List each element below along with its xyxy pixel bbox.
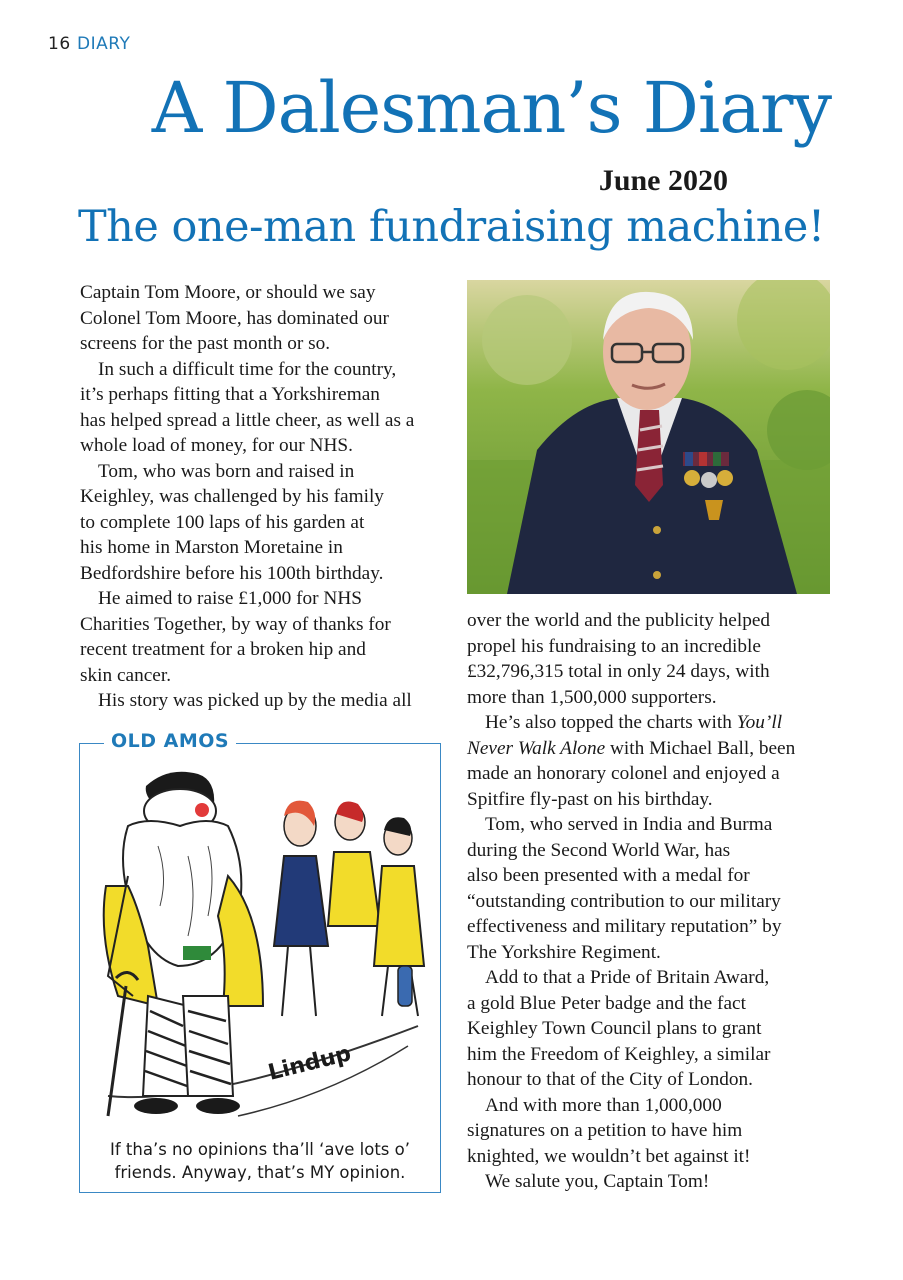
text-line [80, 612, 450, 638]
text-line [467, 659, 847, 685]
text-span: Tom, who served in India and Burma [485, 814, 773, 835]
text-span: Colonel Tom Moore, has dominated our [80, 307, 389, 329]
text-span: with Michael Ball, been [605, 737, 796, 759]
text-line [467, 761, 847, 787]
text-span: His story was picked up by the media all [98, 690, 412, 711]
text-span: recent treatment for a broken hip and [80, 639, 366, 660]
article-headline: The one-man fundraising machine! [78, 202, 825, 252]
cartoonist-signature: Lindup [265, 1041, 354, 1086]
text-line [467, 685, 847, 711]
text-span: He’s also topped the charts with [485, 712, 737, 733]
text-line [467, 1067, 847, 1093]
text-span: Bedfordshire before his 100th birthday. [80, 562, 384, 584]
text-span: his home in Marston Moretaine in [80, 537, 343, 558]
text-span: propel his fundraising to an incredible [467, 635, 761, 657]
text-span: screens for the past month or so. [80, 333, 331, 354]
text-line [467, 787, 847, 813]
text-line [467, 991, 847, 1017]
text-span: knighted, we wouldn’t bet against it! [467, 1145, 751, 1167]
text-span: a gold Blue Peter badge and the fact [467, 992, 746, 1014]
text-span: Spitfire fly-past on his birthday. [467, 788, 713, 810]
text-line [467, 1016, 847, 1042]
text-line [80, 688, 450, 714]
text-line [80, 535, 450, 561]
text-line [467, 889, 847, 915]
text-span: to complete 100 laps of his garden at [80, 511, 365, 533]
text-span: In such a difficult time for the country, [98, 358, 397, 380]
text-span: “outstanding contribution to our military [467, 890, 781, 912]
text-line [80, 663, 450, 689]
page-number: 16 [48, 34, 71, 54]
text-span: effectiveness and military reputation” by [467, 916, 782, 937]
text-span: He aimed to raise £1,000 for NHS [98, 588, 362, 609]
issue-date: June 2020 [598, 164, 728, 197]
text-span: Captain Tom Moore, or should we say [80, 282, 376, 303]
text-line [467, 1169, 847, 1195]
text-line [80, 586, 450, 612]
text-line [467, 812, 847, 838]
text-span: signatures on a petition to have him [467, 1120, 743, 1141]
text-span: Charities Together, by way of thanks for [80, 613, 391, 635]
text-line [80, 459, 450, 485]
text-line [80, 433, 450, 459]
text-span: him the Freedom of Keighley, a similar [467, 1043, 771, 1065]
text-line [467, 838, 847, 864]
text-span: skin cancer. [80, 664, 172, 686]
text-span: also been presented with a medal for [467, 865, 750, 886]
right-column-text [467, 608, 847, 1195]
text-line [467, 1118, 847, 1144]
text-span: Add to that a Pride of Britain Award, [485, 967, 770, 988]
text-span: honour to that of the City of London. [467, 1069, 753, 1090]
text-line [80, 561, 450, 587]
text-line [467, 940, 847, 966]
text-span: whole load of money, for our NHS. [80, 435, 353, 456]
text-line [80, 357, 450, 383]
text-line [467, 608, 847, 634]
old-amos-cartoon [88, 766, 432, 1132]
caption-line: If tha’s no opinions tha’ll ‘ave lots o’ [110, 1140, 410, 1159]
text-span: The Yorkshire Regiment. [467, 941, 661, 963]
text-span: it’s perhaps fitting that a Yorkshireman [80, 384, 380, 405]
text-line [467, 1042, 847, 1068]
cartoon-title: OLD AMOS [104, 730, 236, 752]
text-line [80, 280, 450, 306]
section-label: DIARY [77, 34, 131, 54]
text-line [467, 965, 847, 991]
page-title: A Dalesman’s Diary [151, 67, 831, 149]
text-span: Keighley Town Council plans to grant [467, 1018, 762, 1039]
song-title: Never Walk Alone [467, 737, 606, 759]
text-line [80, 510, 450, 536]
text-line [467, 710, 847, 736]
text-line [80, 484, 450, 510]
text-line [80, 331, 450, 357]
song-title: You’ll [736, 712, 783, 733]
text-span: over the world and the publicity helped [467, 610, 771, 631]
text-line [80, 408, 450, 434]
text-line [467, 914, 847, 940]
text-span: during the Second World War, has [467, 839, 731, 861]
text-span: Tom, who was born and raised in [98, 460, 355, 482]
left-column-text [80, 280, 450, 714]
text-span: We salute you, Captain Tom! [485, 1171, 710, 1192]
text-span: has helped spread a little cheer, as well as a [80, 409, 415, 431]
captain-tom-photo [467, 280, 830, 594]
text-line [80, 382, 450, 408]
text-span: Keighley, was challenged by his family [80, 486, 384, 507]
caption-line: friends. Anyway, that’s MY opinion. [114, 1163, 406, 1182]
text-line [467, 634, 847, 660]
text-line [80, 637, 450, 663]
text-line [467, 1144, 847, 1170]
text-span: £32,796,315 total in only 24 days, with [467, 661, 770, 682]
text-line [467, 863, 847, 889]
text-span: made an honorary colonel and enjoyed a [467, 763, 780, 784]
text-line [467, 1093, 847, 1119]
text-line [467, 736, 847, 762]
text-line [80, 306, 450, 332]
cartoon-caption [82, 1138, 438, 1184]
text-span: more than 1,500,000 supporters. [467, 686, 717, 708]
text-span: And with more than 1,000,000 [485, 1094, 722, 1116]
